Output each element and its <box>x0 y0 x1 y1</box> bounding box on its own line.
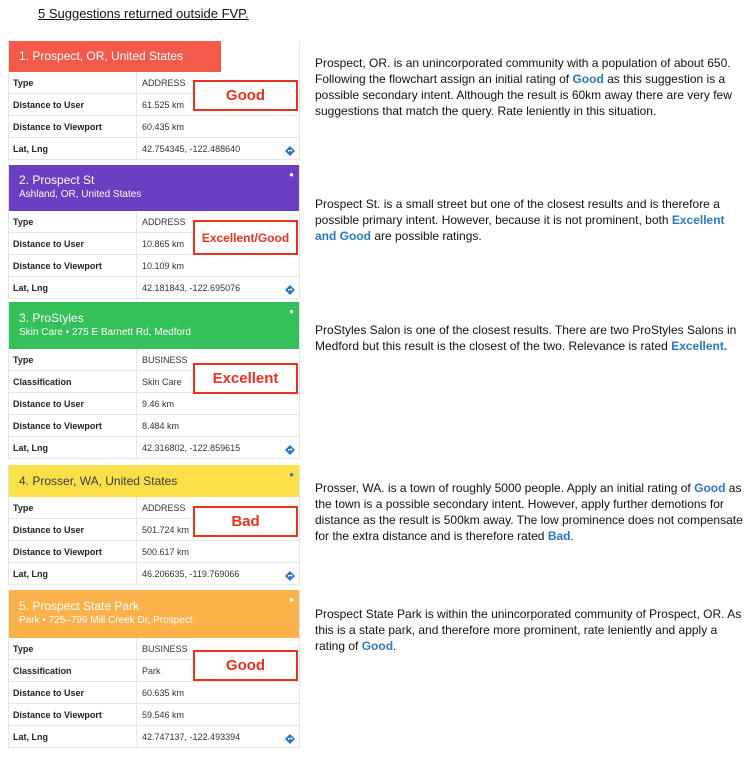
rating-badge-3: Excellent <box>193 363 298 394</box>
directions-icon[interactable] <box>285 285 295 295</box>
value-distance-viewport: 500.617 km <box>142 546 190 557</box>
card-header <box>9 165 299 211</box>
row-distance-viewport <box>9 255 299 277</box>
row-distance-viewport <box>9 415 299 437</box>
desc-highlight: Good <box>572 72 604 86</box>
desc-highlight: Good <box>694 481 726 495</box>
label-distance-user: Distance to User <box>9 94 137 115</box>
page-title: 5 Suggestions returned outside FVP. <box>38 6 249 21</box>
row-latlng <box>9 277 299 299</box>
desc-highlight: Bad <box>547 529 571 543</box>
label-type: Type <box>9 349 137 370</box>
desc-text: as the town is a possible secondary intent. However, apply further demotions for distance as the result is 500km away. The low prominence does not compensate for the extra distance and is therefore rated <box>315 481 743 543</box>
value-type: ADDRESS <box>142 502 186 513</box>
card-title: 1. Prospect, OR, United States <box>19 49 184 63</box>
value-type: ADDRESS <box>142 77 186 88</box>
pin-icon: ● <box>289 170 294 179</box>
desc-highlight: Excellent and Good <box>315 213 725 243</box>
desc-highlight: Good <box>361 639 394 653</box>
row-distance-viewport <box>9 541 299 563</box>
value-distance-user: 501.724 km <box>142 524 190 535</box>
desc-text: Prospect St. is a small street but one of the closest results and is therefore a possible primary intent. However, because it is not prominent, both <box>315 197 720 227</box>
card-header <box>9 41 221 72</box>
rating-badge-4: Bad <box>193 506 298 537</box>
desc-text: as this suggestion is a possible secondary intent. Although the result is 60km away there are very few suggestions that match the query. Rate leniently in this situation. <box>315 72 732 118</box>
desc-text: Prosser, WA. is a town of roughly 5000 people. Apply an initial rating of <box>315 481 695 495</box>
rating-badge-1: Good <box>193 80 298 111</box>
desc-text: . <box>570 529 574 543</box>
value-classification: Park <box>142 665 161 676</box>
directions-icon[interactable] <box>285 445 295 455</box>
label-distance-viewport: Distance to Viewport <box>9 415 137 436</box>
description-5 <box>315 606 745 654</box>
value-distance-viewport: 10.109 km <box>142 260 185 271</box>
row-distance-viewport <box>9 704 299 726</box>
label-distance-user: Distance to User <box>9 682 137 703</box>
card-subtitle: Park • 725–799 Mill Creek Dr, Prospect <box>19 615 193 626</box>
card-title: 3. ProStyles <box>19 311 84 325</box>
directions-icon[interactable] <box>285 571 295 581</box>
value-type: BUSINESS <box>142 643 188 654</box>
card-header <box>9 302 299 349</box>
value-latlng: 42.747137, -122.493394 <box>142 731 241 742</box>
label-classification: Classification <box>9 371 137 392</box>
desc-text: . <box>393 639 397 653</box>
value-distance-user: 60.635 km <box>142 687 185 698</box>
value-distance-viewport: 59.546 km <box>142 709 185 720</box>
label-distance-user: Distance to User <box>9 519 137 540</box>
value-distance-user: 9.46 km <box>142 398 175 409</box>
label-distance-viewport: Distance to Viewport <box>9 116 137 137</box>
label-latlng: Lat, Lng <box>9 563 137 584</box>
label-type: Type <box>9 72 137 93</box>
desc-highlight: Excellent. <box>671 339 728 353</box>
desc-text: Prospect State Park is within the unincorporated community of Prospect, OR. As this is a state park, and therefore more prominent, rate leniently and apply a rating of <box>315 607 742 653</box>
card-header <box>9 465 299 497</box>
label-distance-user: Distance to User <box>9 393 137 414</box>
label-latlng: Lat, Lng <box>9 726 137 747</box>
pin-icon: ● <box>289 470 294 479</box>
row-distance-user <box>9 393 299 415</box>
value-latlng: 42.754345, -122.488640 <box>142 143 241 154</box>
card-title: 2. Prospect St <box>19 173 95 187</box>
value-type: BUSINESS <box>142 354 188 365</box>
card-title: 5. Prospect State Park <box>19 599 140 613</box>
desc-text: ProStyles Salon is one of the closest results. There are two ProStyles Salons in Medford but this result is the closest of the two. Relevance is rated <box>315 323 737 353</box>
value-latlng: 46.206635, -119.769066 <box>142 568 240 579</box>
value-distance-user: 61.525 km <box>142 99 185 110</box>
description-2 <box>315 196 745 244</box>
label-distance-viewport: Distance to Viewport <box>9 541 137 562</box>
value-distance-viewport: 60.435 km <box>142 121 185 132</box>
description-3 <box>315 322 745 354</box>
label-latlng: Lat, Lng <box>9 277 137 298</box>
value-type: ADDRESS <box>142 216 186 227</box>
desc-text: Prospect, OR. is an unincorporated community with a population of about 650. Following the flowchart assign an initial rating of <box>315 56 731 86</box>
value-distance-viewport: 8.484 km <box>142 420 180 431</box>
row-distance-user <box>9 682 299 704</box>
card-subtitle: Skin Care • 275 E Barnett Rd, Medford <box>19 327 191 338</box>
description-4 <box>315 480 745 544</box>
label-type: Type <box>9 497 137 518</box>
value-distance-user: 10.865 km <box>142 238 185 249</box>
label-distance-viewport: Distance to Viewport <box>9 255 137 276</box>
card-header <box>9 590 299 638</box>
row-latlng <box>9 726 299 748</box>
pin-icon: ● <box>289 595 294 604</box>
row-latlng <box>9 437 299 459</box>
label-type: Type <box>9 211 137 232</box>
row-distance-viewport <box>9 116 299 138</box>
desc-text: are possible ratings. <box>371 229 482 243</box>
label-latlng: Lat, Lng <box>9 138 137 159</box>
label-latlng: Lat, Lng <box>9 437 137 458</box>
label-classification: Classification <box>9 660 137 681</box>
rating-badge-5: Good <box>193 650 298 681</box>
card-subtitle: Ashland, OR, United States <box>19 189 142 200</box>
value-classification: Skin Care <box>142 376 182 387</box>
value-latlng: 42.316802, -122.859615 <box>142 442 241 453</box>
row-latlng <box>9 563 299 585</box>
description-1 <box>315 55 745 119</box>
rating-badge-2: Excellent/Good <box>193 220 298 255</box>
card-title: 4. Prosser, WA, United States <box>19 474 178 488</box>
row-latlng <box>9 138 299 160</box>
label-distance-viewport: Distance to Viewport <box>9 704 137 725</box>
directions-icon[interactable] <box>285 146 295 156</box>
label-type: Type <box>9 638 137 659</box>
label-distance-user: Distance to User <box>9 233 137 254</box>
value-latlng: 42.181843, -122.695076 <box>142 282 241 293</box>
directions-icon[interactable] <box>285 734 295 744</box>
pin-icon: ● <box>289 307 294 316</box>
